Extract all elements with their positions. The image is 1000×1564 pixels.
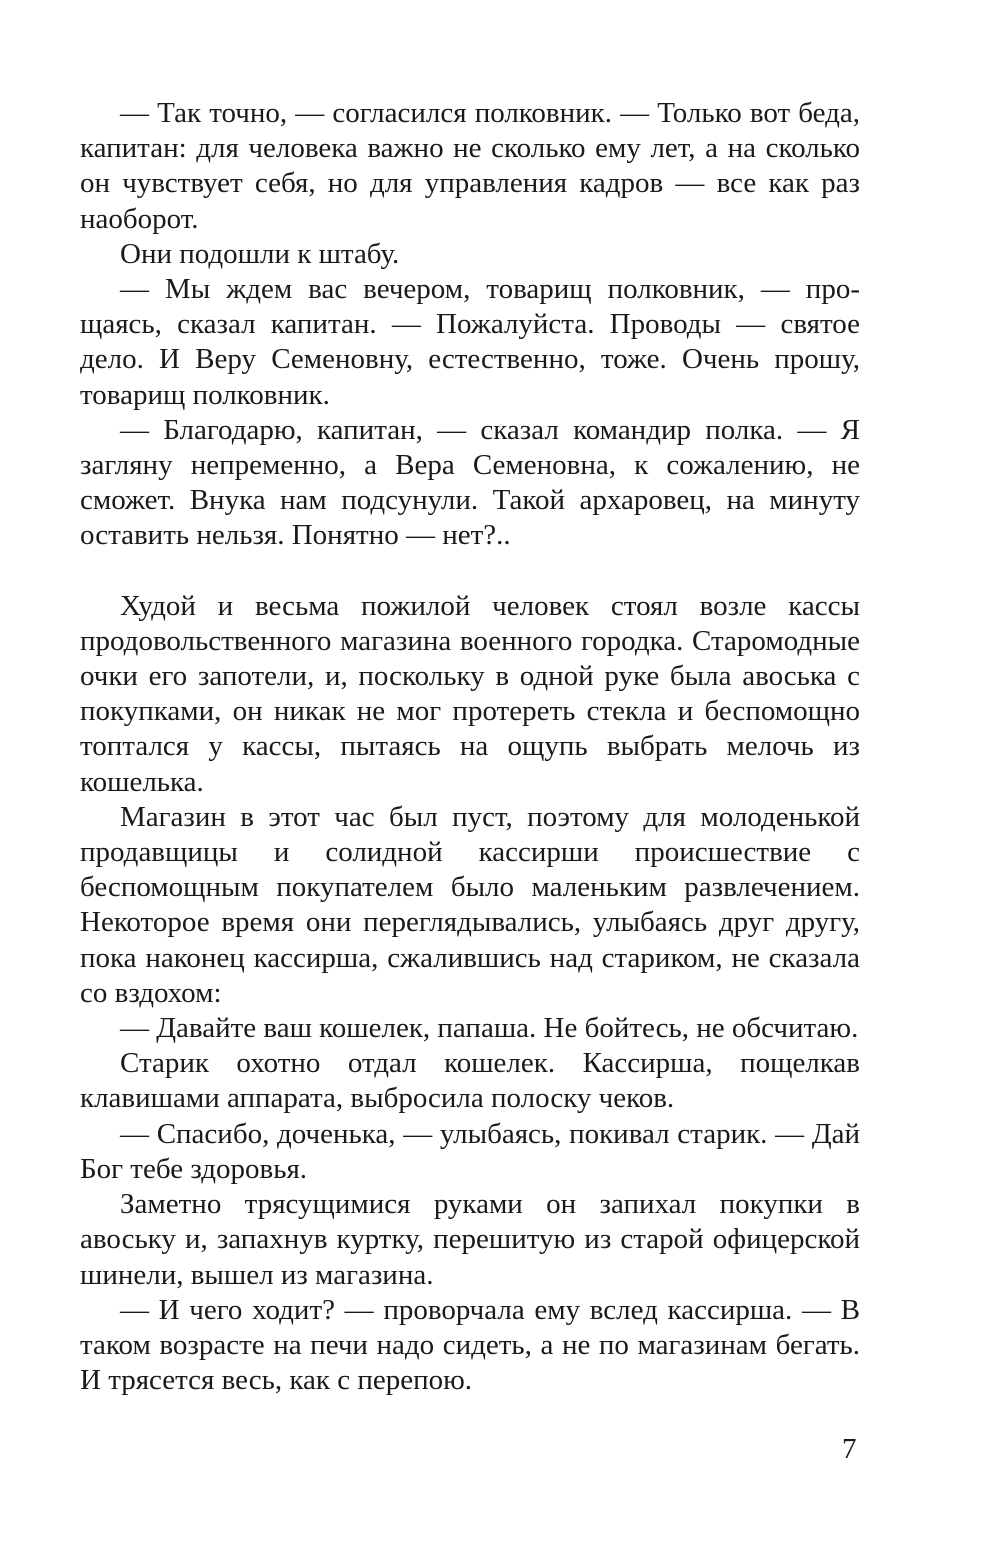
paragraph: Магазин в этот час был пуст, поэтому для молоденькой продавщицы и солидной кассирши происшествие с беспомощным покупателем было маленьким развлечением. Некоторое время они переглядывались, улыбаясь друг другу, пока наконец кассирша, сжалившись над стариком, не сказала со вздохом: (80, 800, 860, 1009)
paragraph: — Так точно, — согласился полковник. — Только вот беда, капитан: для человека важно не сколько ему лет, а на сколько он чувствует себя, но для управления кадров — все как раз наоборот. (80, 97, 860, 235)
page-number: 7 (842, 1433, 857, 1465)
paragraph: Худой и весьма пожилой человек стоял возле кассы продовольственного магазина военного городка. Старомодные очки его запотели, и, поскольку в одной руке была авоська с покупками, он никак не мог протереть стекла и беспомощно топтался у кассы, пытаясь на ощупь выбрать мелочь из кошелька. (80, 589, 860, 798)
page-body (80, 96, 860, 1398)
paragraph: Заметно трясущимися руками он запихал покупки в авоську и, запахнув куртку, перешитую из старой офицерской шинели, вышел из магазина. (80, 1188, 860, 1291)
section-break (80, 554, 860, 589)
paragraph: — Мы ждем вас вечером, товарищ полковник, — прощаясь, сказал капитан. — Пожалуйста. Проводы — святое дело. И Веру Семеновну, естественно, тоже. Очень прошу, товарищ полковник. (80, 273, 860, 411)
paragraph: Они подошли к штабу. (120, 237, 400, 270)
paragraph: — Благодарю, капитан, — сказал командир полка. — Я загляну непременно, а Вера Семеновна, к сожалению, не сможет. Внука нам подсунули. Такой архаровец, на минуту оставить нельзя. Понятно — нет?.. (80, 413, 860, 552)
paragraph: — И чего ходит? — проворчала ему вслед кассирша. — В таком возрасте на печи надо сидеть, а не по магазинам бегать. И трясется весь, как с перепою. (80, 1293, 860, 1397)
paragraph: Старик охотно отдал кошелек. Кассирша, пощелкав клавишами аппарата, выбросила полоску чеков. (80, 1047, 860, 1115)
paragraph: — Давайте ваш кошелек, папаша. Не бойтесь, не обсчитаю. (120, 1012, 859, 1045)
paragraph: — Спасибо, доченька, — улыбаясь, покивал старик. — Дай Бог тебе здоровья. (80, 1117, 860, 1185)
